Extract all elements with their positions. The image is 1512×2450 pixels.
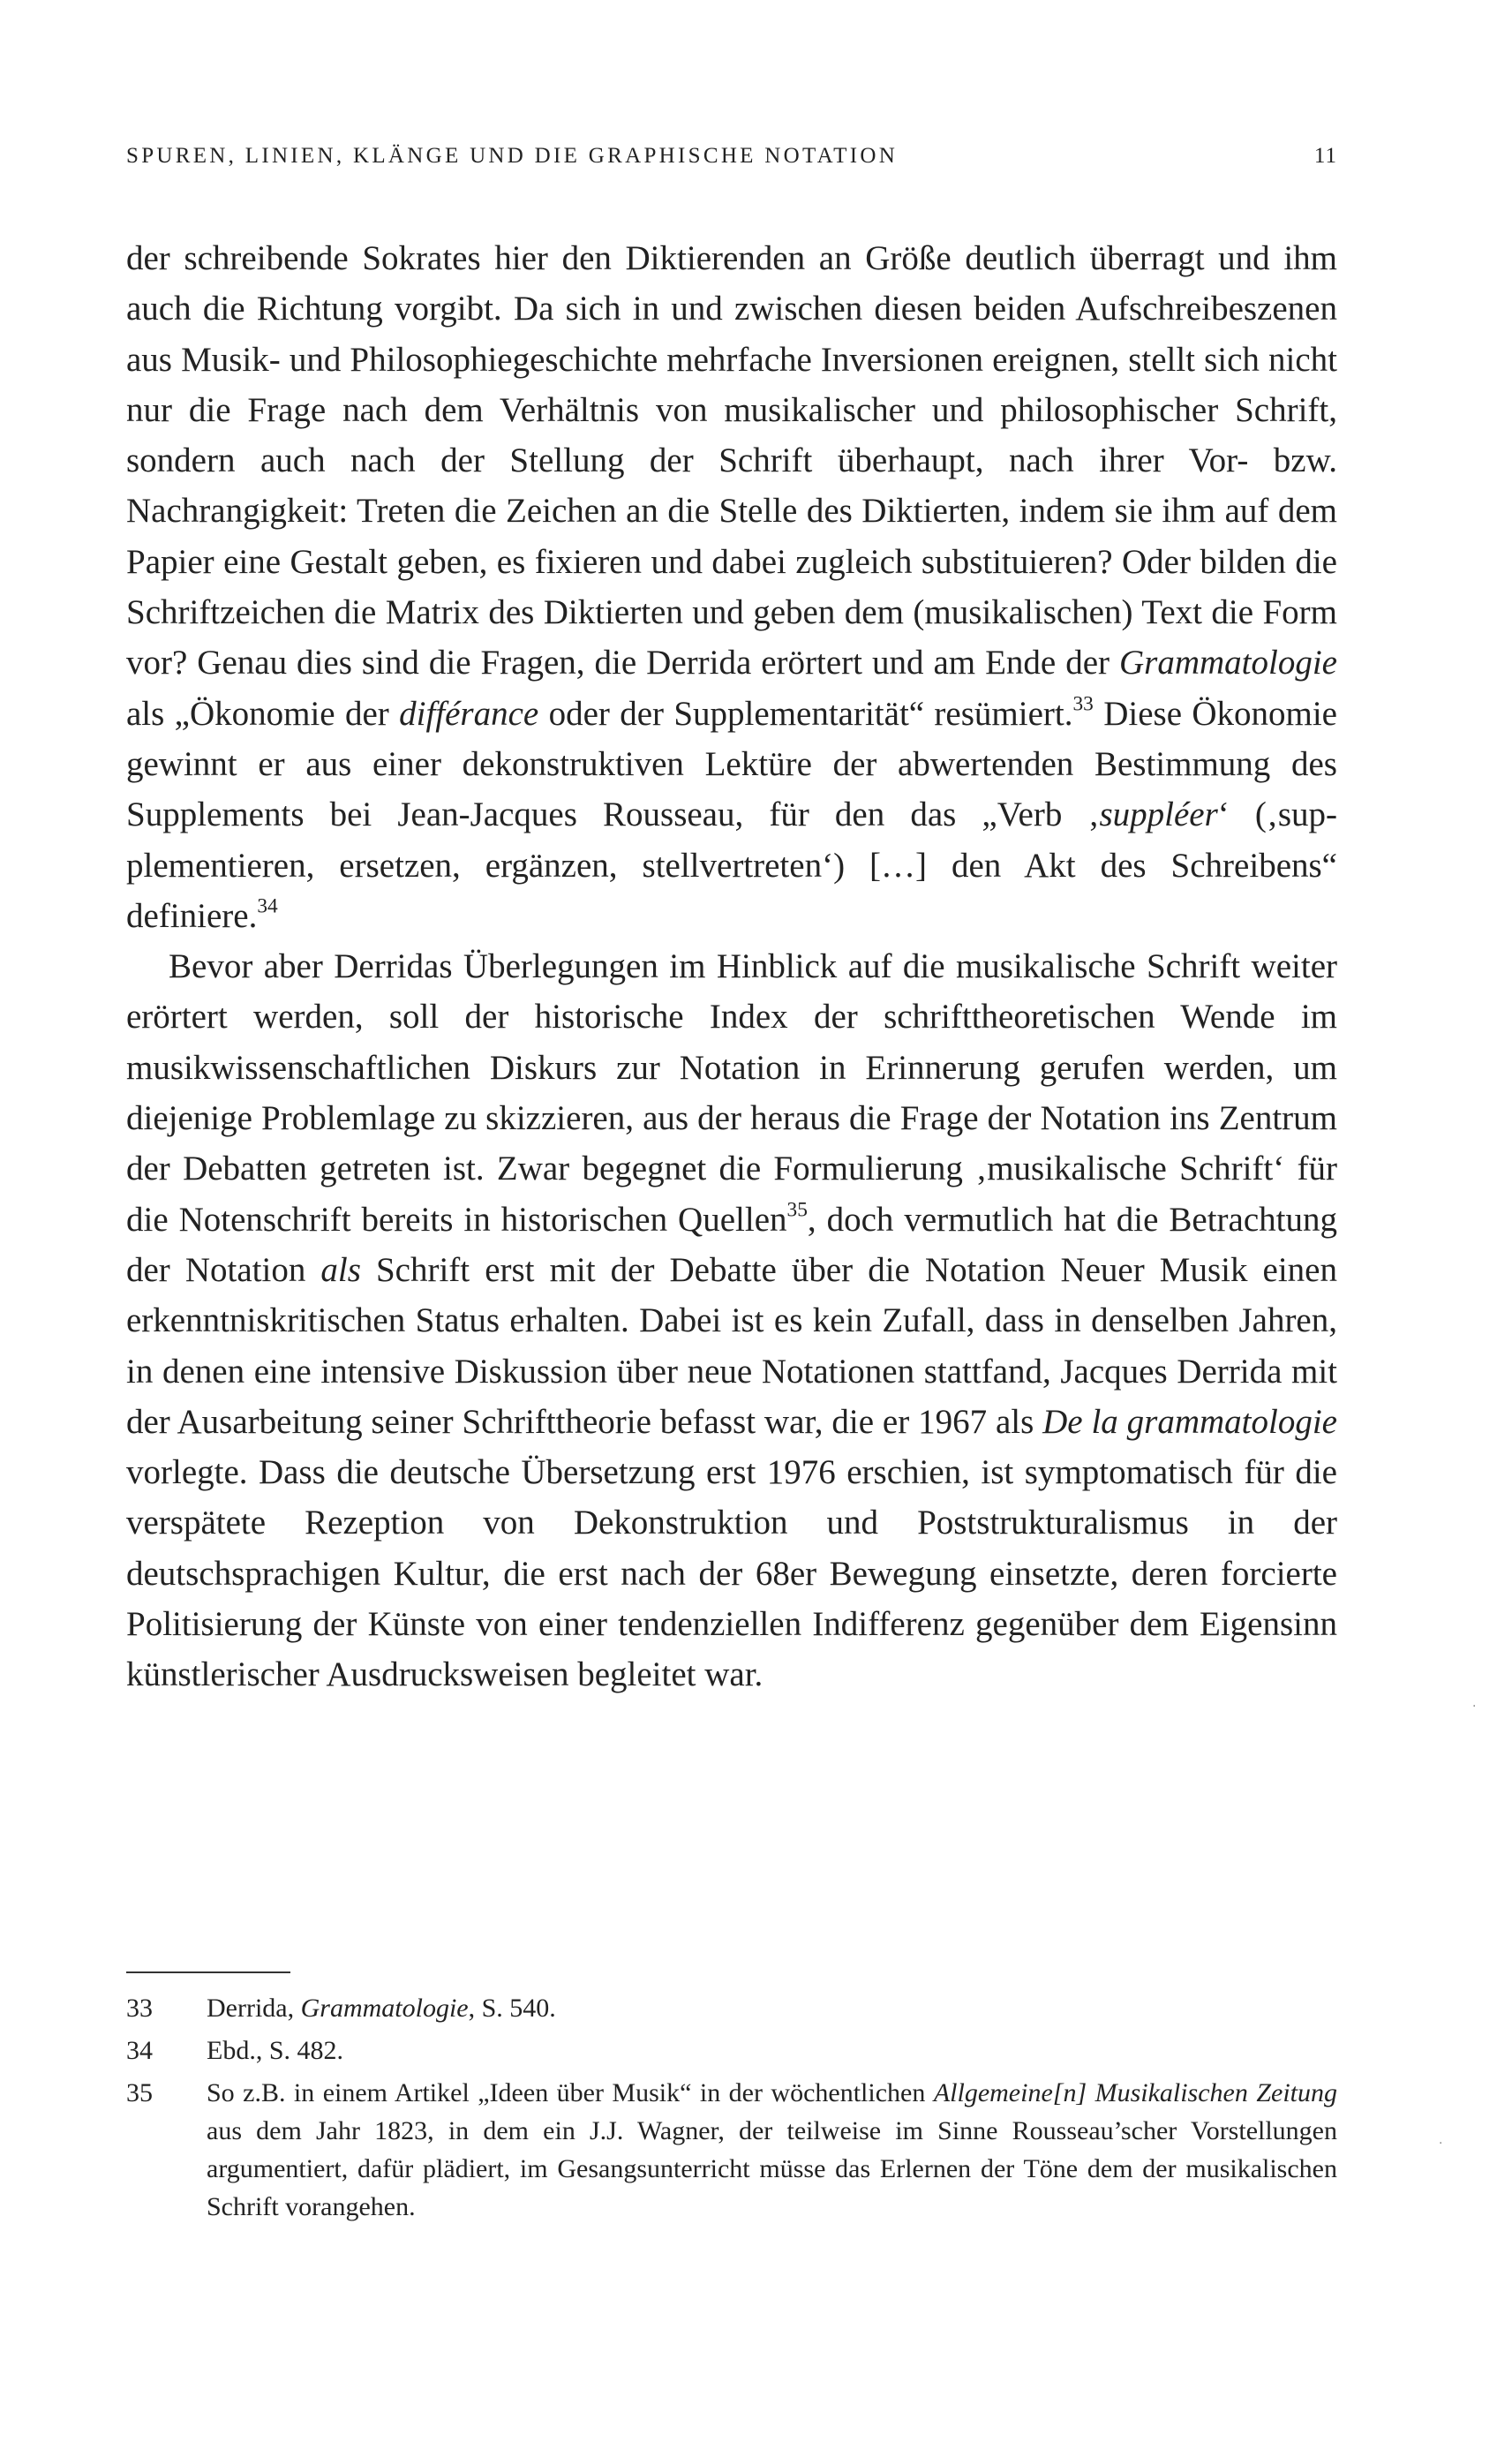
body-text — [126, 233, 1337, 1700]
footnote-ref-35[interactable]: 35 — [786, 1198, 808, 1222]
term-differance: différance — [399, 694, 539, 733]
page-number: 11 — [1313, 144, 1337, 168]
footnote-33: 33 Derrida, Grammatologie, S. 540. — [126, 1989, 1337, 2027]
title-grammatologie: Grammatologie — [1119, 644, 1337, 682]
footnote-35: 35 So z.B. in einem Artikel „Ideen über Musik“ in der wöchentlichen Allgemeine[n] Musikalischen Zeitung aus dem Jahr 1823, in dem ein J.J. Wagner, der teilweise im Sinne Rousseau’scher Vorstellungen argumentiert, dafür plädiert, im Gesangsunterricht müsse das Erlernen der Töne dem der musikalischen Schrift vorangehen. — [126, 2074, 1337, 2226]
scan-speck: · — [1439, 2137, 1443, 2151]
footnote-ref-33[interactable]: 33 — [1072, 692, 1094, 716]
paragraph-2: Bevor aber Derridas Überlegungen im Hinblick auf die musikalische Schrift weiter erörtert werden, soll der historische Index der schrifttheoretischen Wende im musikwissenschaftlichen Diskurs zur Notation in Erinnerung gerufen werden, um diejenige Problemlage zu skizzieren, aus der heraus die Frage der Notation ins Zentrum der Debatten getreten ist. Zwar begegnet die Formulierung ‚musikalische Schrift‘ für die Notenschrift bereits in historischen Quellen$^{35}$, doch vermutlich hat die Betrachtung der Notation als Schrift erst mit der Debatte über die Notation Neuer Musik einen erkenntniskritischen Status erhalten. Dabei ist es kein Zufall, dass in denselben Jahren, in denen eine intensive Diskussion über neue Notationen stattfand, Jacques Derrida mit der Ausarbeitung seiner Schrifttheorie befasst war, die er 1967 als De la grammatologie vorlegte. Dass die deutsche Übersetzung erst 1976 erschien, ist symptomatisch für die verspätete Rezeption von Dekonstruktion und Poststrukturalismus in der deutschsprachigen Kultur, die erst nach der 68er Bewegung einsetzte, deren forcierte Politisierung der Künste von einer tendenziellen Indifferenz gegenüber dem Eigensinn künstlerischer Ausdrucksweisen begleitet war. — [126, 947, 1337, 1694]
title-de-la-grammatologie: De la grammatologie — [1042, 1402, 1337, 1441]
footnote-ref-34[interactable]: 34 — [257, 894, 278, 918]
footnote-divider — [126, 1971, 290, 1973]
paragraph-1: der schreibende Sokrates hier den Diktierenden an Größe deutlich überragt und ihm auch die Richtung vorgibt. Da sich in und zwischen diesen beiden Aufschreibeszenen aus Musik- und Philosophiegeschichte mehrfache Inversionen ereignen, stellt sich nicht nur die Frage nach dem Verhältnis von musikalischer und philosophischer Schrift, sondern auch nach der Stellung der Schrift überhaupt, nach ihrer Vor- bzw. Nachrangigkeit: Treten die Zeichen an die Stelle des Diktierten, indem sie ihm auf dem Papier eine Gestalt geben, es fixieren und dabei zugleich substituieren? Oder bilden die Schriftzeichen die Matrix des Diktierten und geben dem (musikalischen) Text die Form vor? Genau dies sind die Fragen, die Derrida erörtert und am Ende der Grammatologie als „Ökonomie der différance oder der Supplementarität“ resümiert.$^{33}$ Diese Ökonomie gewinnt er aus einer dekonstruktiven Lektüre der abwertenden Bestimmung des Supplements bei Jean-Jacques Rousseau, für den das „Verb ‚suppléer‘ (‚supplementieren, ersetzen, ergänzen, stellvertreten‘) […] den Akt des Schreibens“ definiere.$^{34}$ — [126, 239, 1338, 935]
footnote-34: 34 Ebd., S. 482. — [126, 2032, 1337, 2069]
footnotes — [126, 1989, 1337, 2230]
footnote-number: 34 — [126, 2036, 153, 2065]
footnote-number: 33 — [126, 1994, 153, 2023]
footnote-number: 35 — [126, 2078, 153, 2107]
running-title: SPUREN, LINIEN, KLÄNGE UND DIE GRAPHISCHE NOTATION — [126, 144, 899, 168]
scan-speck: · — [1472, 1700, 1477, 1714]
term-suppleer: suppléer — [1099, 795, 1218, 834]
emphasis-als: als — [320, 1250, 361, 1289]
running-head — [126, 144, 1337, 179]
